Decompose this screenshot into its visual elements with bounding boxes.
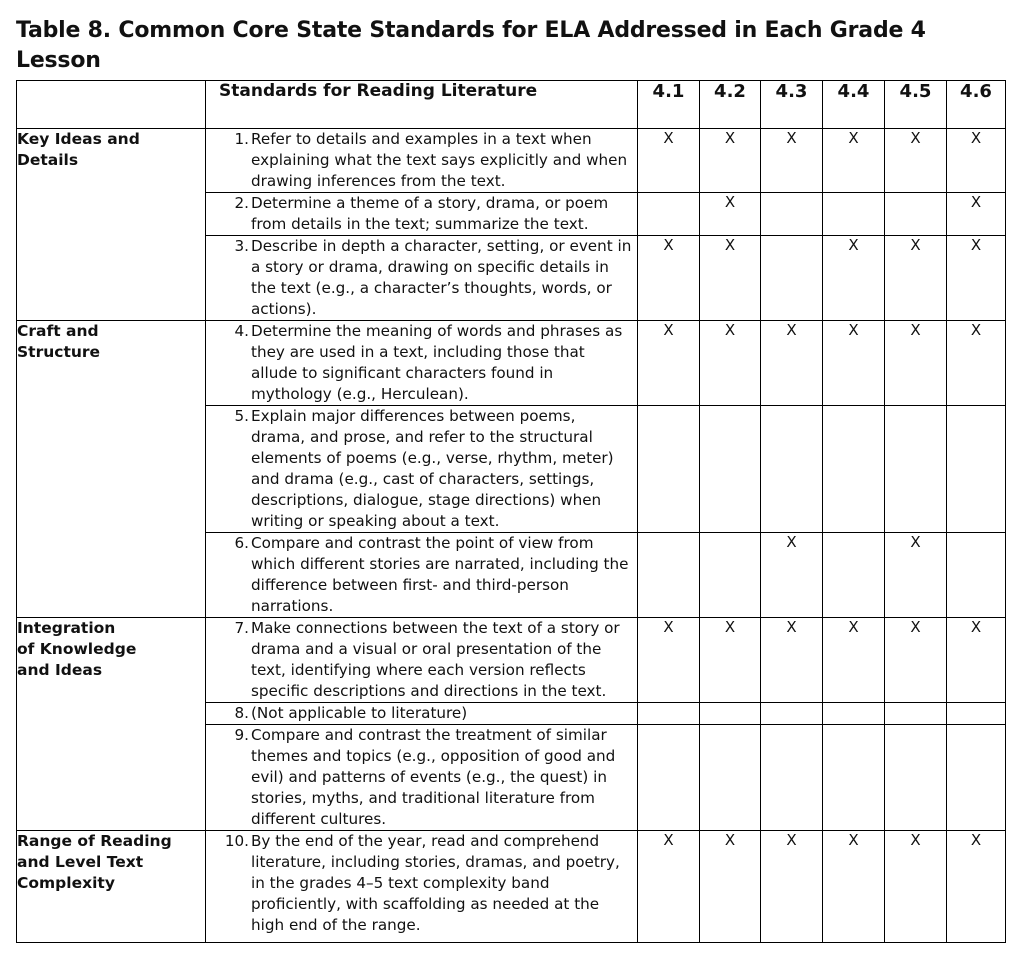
lesson-header: 4.2	[700, 81, 761, 129]
mark-cell	[761, 725, 823, 831]
mark-cell	[823, 725, 885, 831]
mark-cell: X	[885, 533, 947, 618]
standard-cell	[206, 129, 638, 193]
standard-cell	[206, 703, 638, 725]
mark-cell	[700, 725, 761, 831]
mark-cell	[885, 406, 947, 533]
header-blank-cell	[17, 81, 206, 129]
mark-cell	[823, 703, 885, 725]
mark-cell: X	[947, 193, 1006, 236]
mark-cell	[947, 725, 1006, 831]
mark-cell: X	[823, 129, 885, 193]
mark-cell	[823, 193, 885, 236]
mark-cell: X	[947, 129, 1006, 193]
mark-cell: X	[638, 129, 700, 193]
mark-cell: X	[700, 193, 761, 236]
mark-cell: X	[947, 321, 1006, 406]
standard-number: 3.	[234, 237, 249, 255]
mark-cell	[885, 193, 947, 236]
mark-cell	[761, 406, 823, 533]
lesson-header: 4.4	[823, 81, 885, 129]
mark-cell: X	[638, 831, 700, 943]
page-title: Table 8. Common Core State Standards for ELA Addressed in Each Grade 4 Lesson	[16, 18, 926, 73]
standard-number: 2.	[234, 194, 249, 212]
standard-text: Compare and contrast the treatment of similar themes and topics (e.g., opposition of good and evil) and patterns of events (e.g., the quest) in stories, myths, and traditional literature from different cultures.	[251, 726, 616, 828]
mark-cell: X	[885, 321, 947, 406]
standard-text: Explain major differences between poems, drama, and prose, and refer to the structural elements of poems (e.g., verse, rhythm, meter) and drama (e.g., cast of characters, settings, descriptions, dialogue, stage directions) when writing or speaking about a text.	[251, 407, 614, 530]
mark-cell	[947, 703, 1006, 725]
mark-cell: X	[700, 618, 761, 703]
standard-cell	[206, 193, 638, 236]
mark-cell: X	[823, 618, 885, 703]
mark-cell	[700, 406, 761, 533]
standard-cell	[206, 533, 638, 618]
lesson-header: 4.5	[885, 81, 947, 129]
mark-cell: X	[761, 129, 823, 193]
lesson-header: 4.3	[761, 81, 823, 129]
standard-number: 1.	[234, 130, 249, 148]
category-craft-structure: Craft and Structure	[17, 321, 206, 618]
table-row	[17, 321, 1006, 406]
standard-cell	[206, 406, 638, 533]
mark-cell	[761, 193, 823, 236]
mark-cell: X	[823, 321, 885, 406]
mark-cell: X	[885, 236, 947, 321]
mark-cell	[638, 703, 700, 725]
mark-cell: X	[885, 618, 947, 703]
mark-cell	[700, 533, 761, 618]
standard-cell	[206, 236, 638, 321]
mark-cell: X	[761, 618, 823, 703]
mark-cell	[885, 703, 947, 725]
standard-number: 8.	[234, 704, 249, 722]
category-range-of-reading: Range of Reading and Level Text Complexity	[17, 831, 206, 943]
mark-cell: X	[947, 618, 1006, 703]
table-row	[17, 129, 1006, 193]
mark-cell	[638, 193, 700, 236]
mark-cell: X	[761, 321, 823, 406]
mark-cell: X	[700, 129, 761, 193]
mark-cell	[638, 725, 700, 831]
standard-text: Determine a theme of a story, drama, or poem from details in the text; summarize the text.	[251, 194, 609, 233]
mark-cell: X	[700, 831, 761, 943]
mark-cell	[947, 533, 1006, 618]
standard-cell	[206, 725, 638, 831]
lesson-header: 4.1	[638, 81, 700, 129]
standard-cell	[206, 321, 638, 406]
mark-cell	[638, 406, 700, 533]
category-integration: Integration of Knowledge and Ideas	[17, 618, 206, 831]
standard-number: 7.	[234, 619, 249, 637]
mark-cell: X	[761, 831, 823, 943]
mark-cell: X	[638, 236, 700, 321]
mark-cell: X	[885, 831, 947, 943]
standard-text: Compare and contrast the point of view from which different stories are narrated, including the difference between first- and third-person narrations.	[251, 534, 629, 615]
mark-cell: X	[700, 321, 761, 406]
standard-text: Describe in depth a character, setting, or event in a story or drama, drawing on specific details in the text (e.g., a character’s thoughts, words, or actions).	[251, 237, 632, 318]
mark-cell	[823, 533, 885, 618]
mark-cell: X	[823, 236, 885, 321]
mark-cell	[885, 725, 947, 831]
table-row	[17, 831, 1006, 943]
standard-text: Make connections between the text of a story or drama and a visual or oral presentation of the text, identifying where each version reflects specific descriptions and directions in the text.	[251, 619, 620, 700]
standard-number: 5.	[234, 407, 249, 425]
standard-text: By the end of the year, read and comprehend literature, including stories, dramas, and poetry, in the grades 4–5 text complexity band proficiently, with scaffolding as needed at the high end of the range.	[251, 832, 620, 934]
mark-cell: X	[947, 831, 1006, 943]
mark-cell	[947, 406, 1006, 533]
standard-cell	[206, 618, 638, 703]
mark-cell	[761, 703, 823, 725]
mark-cell: X	[638, 321, 700, 406]
mark-cell: X	[638, 618, 700, 703]
standard-number: 4.	[234, 322, 249, 340]
table-row	[17, 618, 1006, 703]
mark-cell: X	[823, 831, 885, 943]
mark-cell: X	[700, 236, 761, 321]
standard-number: 9.	[234, 726, 249, 744]
mark-cell	[761, 236, 823, 321]
standards-table	[16, 80, 1006, 943]
mark-cell	[823, 406, 885, 533]
standard-number: 10.	[224, 832, 249, 850]
mark-cell	[700, 703, 761, 725]
standard-number: 6.	[234, 534, 249, 552]
mark-cell: X	[947, 236, 1006, 321]
standards-column-header: Standards for Reading Literature	[206, 81, 638, 129]
lesson-header: 4.6	[947, 81, 1006, 129]
standard-cell	[206, 831, 638, 943]
standard-text: Refer to details and examples in a text when explaining what the text says explicitly and when drawing inferences from the text.	[251, 130, 628, 190]
mark-cell: X	[761, 533, 823, 618]
mark-cell: X	[885, 129, 947, 193]
standard-text: (Not applicable to literature)	[251, 704, 468, 722]
standard-text: Determine the meaning of words and phrases as they are used in a text, including those that allude to significant characters found in mythology (e.g., Herculean).	[251, 322, 623, 403]
mark-cell	[638, 533, 700, 618]
header-row	[17, 81, 1006, 129]
category-key-ideas: Key Ideas and Details	[17, 129, 206, 321]
